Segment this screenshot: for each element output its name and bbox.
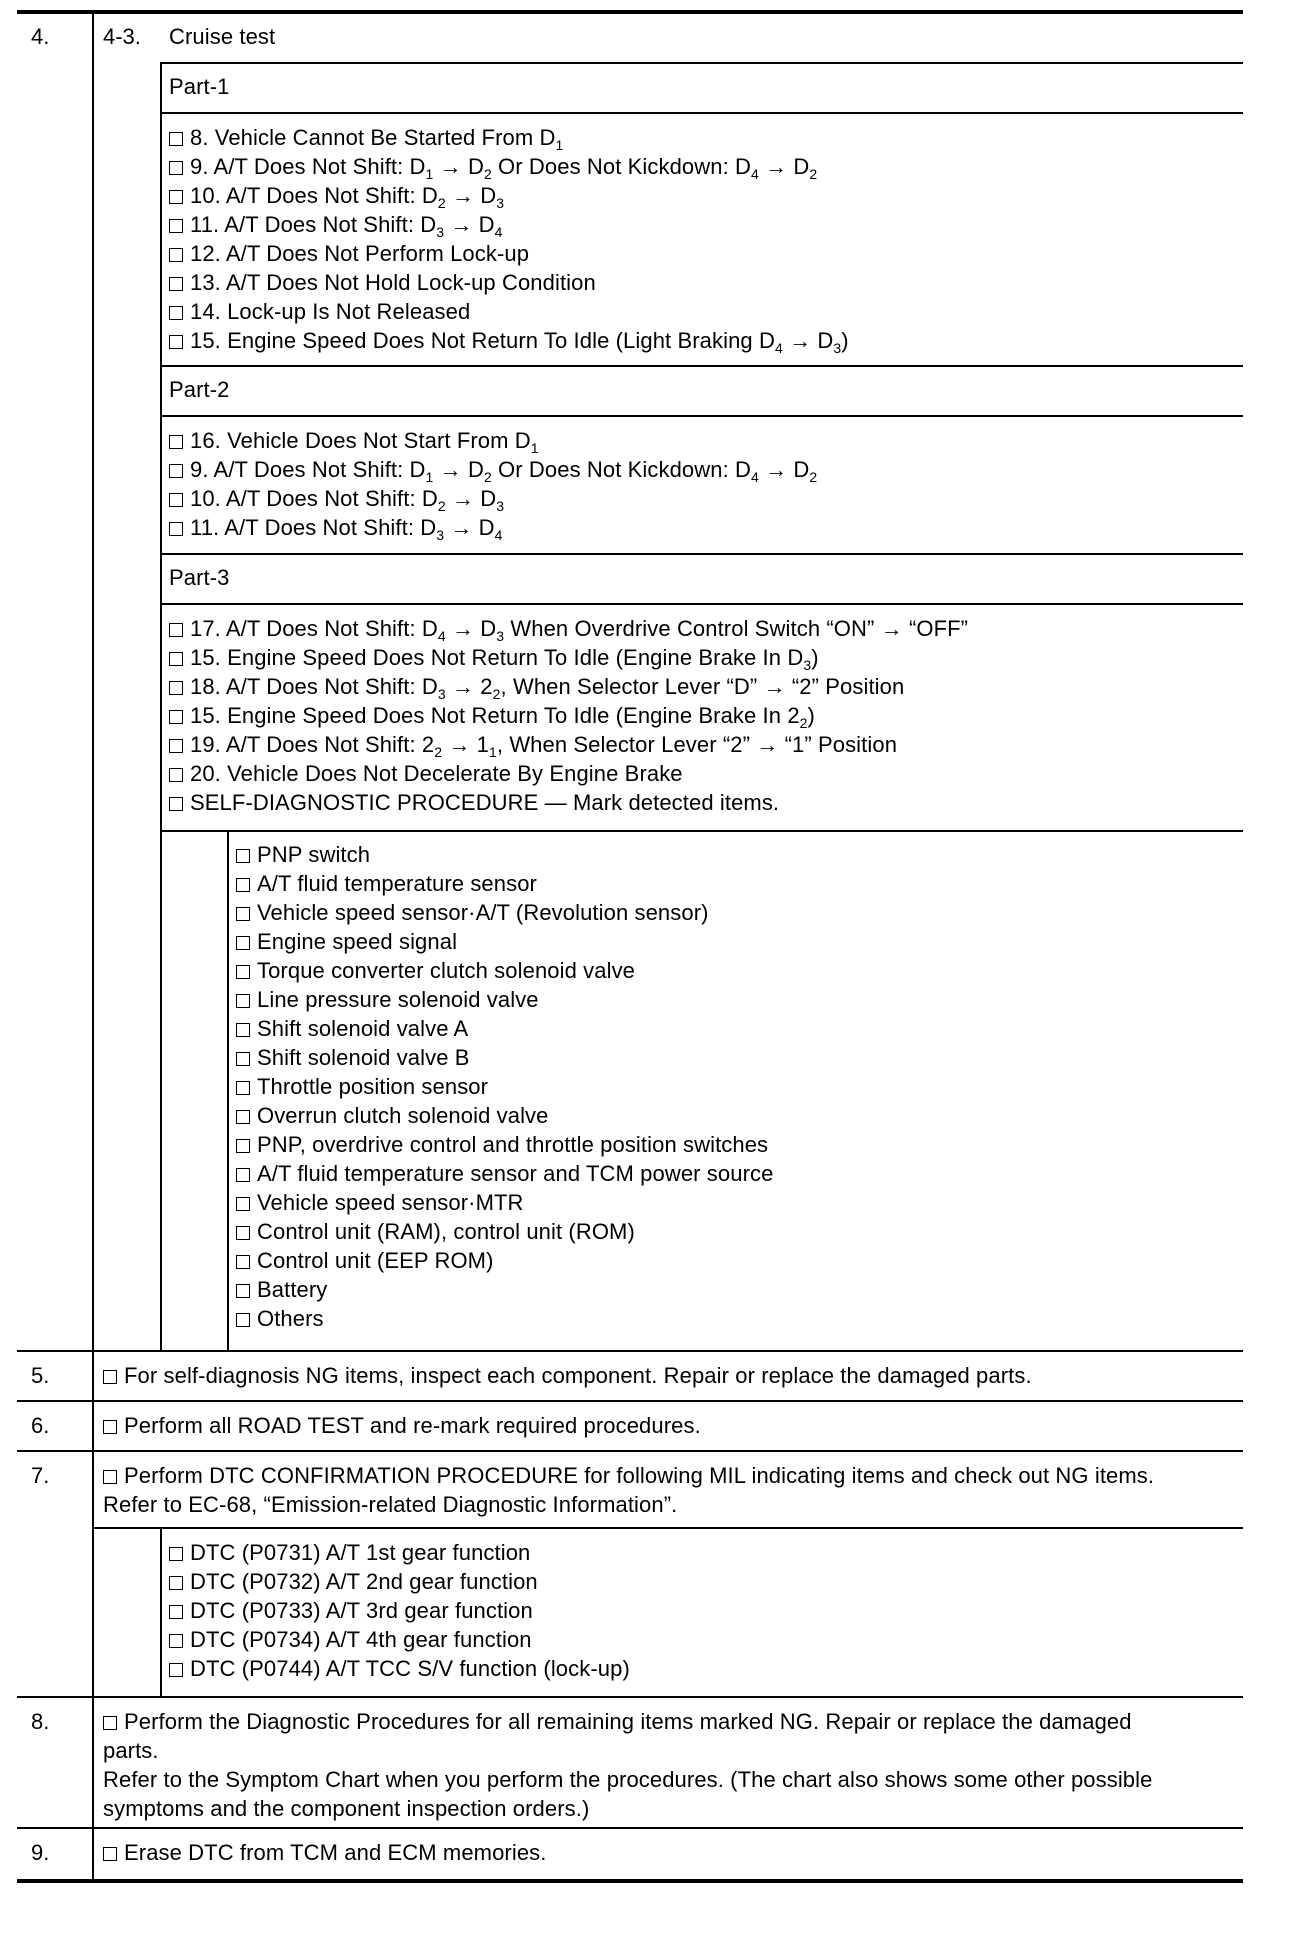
checkbox[interactable] xyxy=(169,306,183,320)
checkbox[interactable] xyxy=(169,190,183,204)
checklist-item[interactable]: 9. A/T Does Not Shift: $D_1 \to D_2$ Or Does Not Kickdown: $D_4 \to D_2$ xyxy=(169,152,849,181)
step-number: 8. xyxy=(31,1709,50,1734)
checklist-item[interactable]: 12. A/T Does Not Perform Lock-up xyxy=(169,239,849,268)
item-label: Throttle position sensor xyxy=(257,1074,489,1099)
checkbox[interactable] xyxy=(169,623,183,637)
checkbox[interactable] xyxy=(169,1547,183,1561)
step-8-line: symptoms and the component inspection orders.) xyxy=(103,1796,590,1821)
self-diagnosis-item[interactable] xyxy=(236,1246,773,1275)
item-label: Control unit (EEP ROM) xyxy=(257,1248,494,1273)
self-diagnosis-item[interactable] xyxy=(236,1217,773,1246)
step-7-text xyxy=(103,1461,1154,1519)
checklist-item[interactable]: 11. A/T Does Not Shift: $D_3 \to D_4$ xyxy=(169,513,817,542)
section-title: Cruise test xyxy=(169,24,276,49)
self-diagnosis-item[interactable] xyxy=(236,869,773,898)
checkbox[interactable] xyxy=(236,1255,250,1269)
step-8-line: parts. xyxy=(103,1738,159,1763)
checkbox[interactable] xyxy=(236,907,250,921)
checklist-item[interactable]: SELF-DIAGNOSTIC PROCEDURE — Mark detected items. xyxy=(169,788,968,817)
divider xyxy=(160,553,1243,555)
part-1-checklist xyxy=(169,123,849,355)
self-diagnosis-item[interactable] xyxy=(236,927,773,956)
item-label: Line pressure solenoid valve xyxy=(257,987,539,1012)
checklist-item[interactable]: 13. A/T Does Not Hold Lock-up Condition xyxy=(169,268,849,297)
dtc-label: DTC (P0744) A/T TCC S/V function (lock-up) xyxy=(190,1656,630,1681)
divider xyxy=(160,415,1243,417)
checklist-item[interactable]: 15. Engine Speed Does Not Return To Idle (Engine Brake In $D_3$) xyxy=(169,643,968,672)
checkbox[interactable] xyxy=(169,652,183,666)
checkbox[interactable] xyxy=(236,965,250,979)
part-1-label: Part-1 xyxy=(169,74,230,99)
checklist-item[interactable]: 10. A/T Does Not Shift: $D_2 \to D_3$ xyxy=(169,181,849,210)
self-diagnosis-item[interactable] xyxy=(236,1072,773,1101)
column-divider xyxy=(160,1527,162,1697)
checkbox[interactable] xyxy=(236,1139,250,1153)
dtc-label: DTC (P0732) A/T 2nd gear function xyxy=(190,1569,538,1594)
checkbox[interactable] xyxy=(169,710,183,724)
checkbox[interactable] xyxy=(103,1370,117,1384)
checklist-item[interactable]: 17. A/T Does Not Shift: $D_4 \to D_3$ When Overdrive Control Switch “ON” → “OFF” xyxy=(169,614,968,643)
checkbox[interactable] xyxy=(169,1576,183,1590)
self-diagnosis-item[interactable] xyxy=(236,840,773,869)
step-number: 6. xyxy=(31,1413,50,1438)
part-2-checklist xyxy=(169,426,817,542)
checkbox[interactable] xyxy=(236,936,250,950)
checkbox[interactable] xyxy=(169,739,183,753)
divider xyxy=(17,1450,1243,1452)
dtc-list xyxy=(169,1538,630,1683)
checkbox[interactable] xyxy=(103,1847,117,1861)
item-label: Vehicle speed sensor·MTR xyxy=(257,1190,524,1215)
divider xyxy=(17,1350,1243,1352)
dtc-item[interactable] xyxy=(169,1596,630,1625)
item-label: Others xyxy=(257,1306,324,1331)
dtc-item[interactable] xyxy=(169,1538,630,1567)
checkbox[interactable] xyxy=(169,161,183,175)
checkbox[interactable] xyxy=(236,1023,250,1037)
checkbox[interactable] xyxy=(169,1605,183,1619)
checkbox[interactable] xyxy=(169,797,183,811)
checklist-item[interactable]: 9. A/T Does Not Shift: $D_1 \to D_2$ Or Does Not Kickdown: $D_4 \to D_2$ xyxy=(169,455,817,484)
checkbox[interactable] xyxy=(236,1226,250,1240)
step-5-label: For self-diagnosis NG items, inspect each component. Repair or replace the damaged parts. xyxy=(124,1363,1032,1388)
checklist-item[interactable]: 15. Engine Speed Does Not Return To Idle (Engine Brake In $2_2$) xyxy=(169,701,968,730)
checklist-item[interactable]: 19. A/T Does Not Shift: $2_2 \to 1_1$, When Selector Lever “2” → “1” Position xyxy=(169,730,968,759)
step-5-text[interactable] xyxy=(103,1361,1032,1390)
divider xyxy=(160,365,1243,367)
divider xyxy=(160,603,1243,605)
checkbox[interactable] xyxy=(236,1081,250,1095)
item-label: Shift solenoid valve B xyxy=(257,1045,470,1070)
step-9-label: Erase DTC from TCM and ECM memories. xyxy=(124,1840,547,1865)
item-label: PNP switch xyxy=(257,842,371,867)
step-number: 7. xyxy=(31,1463,50,1488)
dtc-label: DTC (P0734) A/T 4th gear function xyxy=(190,1627,532,1652)
checkbox[interactable] xyxy=(169,277,183,291)
checkbox[interactable] xyxy=(169,768,183,782)
checkbox[interactable] xyxy=(169,681,183,695)
checkbox[interactable] xyxy=(169,1663,183,1677)
checkbox[interactable] xyxy=(169,1634,183,1648)
part-3-label: Part-3 xyxy=(169,565,230,590)
item-label: Shift solenoid valve A xyxy=(257,1016,469,1041)
step-number: 5. xyxy=(31,1363,50,1388)
self-diagnosis-item[interactable] xyxy=(236,1043,773,1072)
checkbox[interactable] xyxy=(236,878,250,892)
self-diagnosis-item[interactable] xyxy=(236,898,773,927)
divider xyxy=(160,62,1243,64)
self-diagnosis-item[interactable] xyxy=(236,1014,773,1043)
step-8-text xyxy=(103,1707,1152,1823)
checkbox[interactable] xyxy=(169,493,183,507)
checkbox[interactable] xyxy=(236,1197,250,1211)
checkbox[interactable] xyxy=(236,1052,250,1066)
divider xyxy=(160,830,1243,832)
item-label: A/T fluid temperature sensor xyxy=(257,871,537,896)
checkbox[interactable] xyxy=(236,1110,250,1124)
divider xyxy=(93,1527,1243,1529)
checklist-item[interactable]: 20. Vehicle Does Not Decelerate By Engine Brake xyxy=(169,759,968,788)
item-label: Overrun clutch solenoid valve xyxy=(257,1103,549,1128)
checkbox[interactable] xyxy=(169,522,183,536)
part-2-label: Part-2 xyxy=(169,377,230,402)
self-diagnosis-item[interactable] xyxy=(236,1130,773,1159)
checkbox[interactable] xyxy=(236,1284,250,1298)
checkbox[interactable] xyxy=(103,1716,117,1730)
checklist-item[interactable]: 11. A/T Does Not Shift: $D_3 \to D_4$ xyxy=(169,210,849,239)
step-8-label: Perform the Diagnostic Procedures for all remaining items marked NG. Repair or replace the damaged xyxy=(124,1709,1132,1734)
checkbox[interactable] xyxy=(103,1470,117,1484)
self-diagnosis-item[interactable] xyxy=(236,956,773,985)
checkbox[interactable] xyxy=(236,1168,250,1182)
checklist-item[interactable]: 16. Vehicle Does Not Start From $D_1$ xyxy=(169,426,817,455)
self-diagnosis-item[interactable] xyxy=(236,1188,773,1217)
column-divider xyxy=(227,830,229,1351)
item-label: PNP, overdrive control and throttle position switches xyxy=(257,1132,769,1157)
item-label: Vehicle speed sensor·A/T (Revolution sensor) xyxy=(257,900,709,925)
bottom-border xyxy=(17,1879,1243,1883)
dtc-label: DTC (P0731) A/T 1st gear function xyxy=(190,1540,531,1565)
checklist-item[interactable]: 8. Vehicle Cannot Be Started From $D_1$ xyxy=(169,123,849,152)
item-label: Torque converter clutch solenoid valve xyxy=(257,958,636,983)
checkbox[interactable] xyxy=(103,1420,117,1434)
column-divider xyxy=(92,10,94,1881)
dtc-item[interactable] xyxy=(169,1567,630,1596)
item-label: Engine speed signal xyxy=(257,929,458,954)
self-diagnosis-item[interactable] xyxy=(236,1304,773,1333)
sub-step-number: 4-3. xyxy=(103,24,141,49)
step-9-text[interactable] xyxy=(103,1838,547,1867)
divider xyxy=(17,1400,1243,1402)
step-6-text[interactable] xyxy=(103,1411,701,1440)
checkbox[interactable] xyxy=(236,849,250,863)
dtc-label: DTC (P0733) A/T 3rd gear function xyxy=(190,1598,533,1623)
item-label: Battery xyxy=(257,1277,328,1302)
item-label: Control unit (RAM), control unit (ROM) xyxy=(257,1219,635,1244)
checkbox[interactable] xyxy=(236,1313,250,1327)
self-diagnosis-list xyxy=(236,840,773,1333)
checkbox[interactable] xyxy=(169,464,183,478)
checkbox[interactable] xyxy=(169,132,183,146)
step-number: 4. xyxy=(31,24,50,49)
item-label: A/T fluid temperature sensor and TCM power source xyxy=(257,1161,774,1186)
step-8-line[interactable] xyxy=(103,1707,1152,1736)
checkbox[interactable] xyxy=(169,219,183,233)
checklist-item[interactable]: 15. Engine Speed Does Not Return To Idle (Light Braking $D_4 \to D_3$) xyxy=(169,326,849,355)
checklist-item[interactable]: 18. A/T Does Not Shift: $D_3 \to 2_2$, When Selector Lever “D” → “2” Position xyxy=(169,672,968,701)
column-divider xyxy=(160,62,162,1351)
checkbox[interactable] xyxy=(236,994,250,1008)
checkbox[interactable] xyxy=(169,435,183,449)
dtc-item[interactable] xyxy=(169,1654,630,1683)
divider xyxy=(160,112,1243,114)
step-7-reference: Refer to EC-68, “Emission-related Diagnostic Information”. xyxy=(103,1492,678,1517)
self-diagnosis-item[interactable] xyxy=(236,1159,773,1188)
checklist-item[interactable]: 10. A/T Does Not Shift: $D_2 \to D_3$ xyxy=(169,484,817,513)
step-number: 9. xyxy=(31,1840,50,1865)
step-7-line[interactable] xyxy=(103,1461,1154,1490)
step-8-line: Refer to the Symptom Chart when you perform the procedures. (The chart also shows some other possible xyxy=(103,1767,1153,1792)
step-6-label: Perform all ROAD TEST and re-mark required procedures. xyxy=(124,1413,701,1438)
dtc-item[interactable] xyxy=(169,1625,630,1654)
divider xyxy=(17,1696,1243,1698)
step-7-label: Perform DTC CONFIRMATION PROCEDURE for following MIL indicating items and check out NG items. xyxy=(124,1463,1155,1488)
checkbox[interactable] xyxy=(169,248,183,262)
checkbox[interactable] xyxy=(169,335,183,349)
divider xyxy=(17,1827,1243,1829)
self-diagnosis-item[interactable] xyxy=(236,985,773,1014)
top-border xyxy=(17,10,1243,14)
self-diagnosis-item[interactable] xyxy=(236,1101,773,1130)
checklist-item[interactable]: 14. Lock-up Is Not Released xyxy=(169,297,849,326)
self-diagnosis-item[interactable] xyxy=(236,1275,773,1304)
part-3-checklist xyxy=(169,614,968,817)
